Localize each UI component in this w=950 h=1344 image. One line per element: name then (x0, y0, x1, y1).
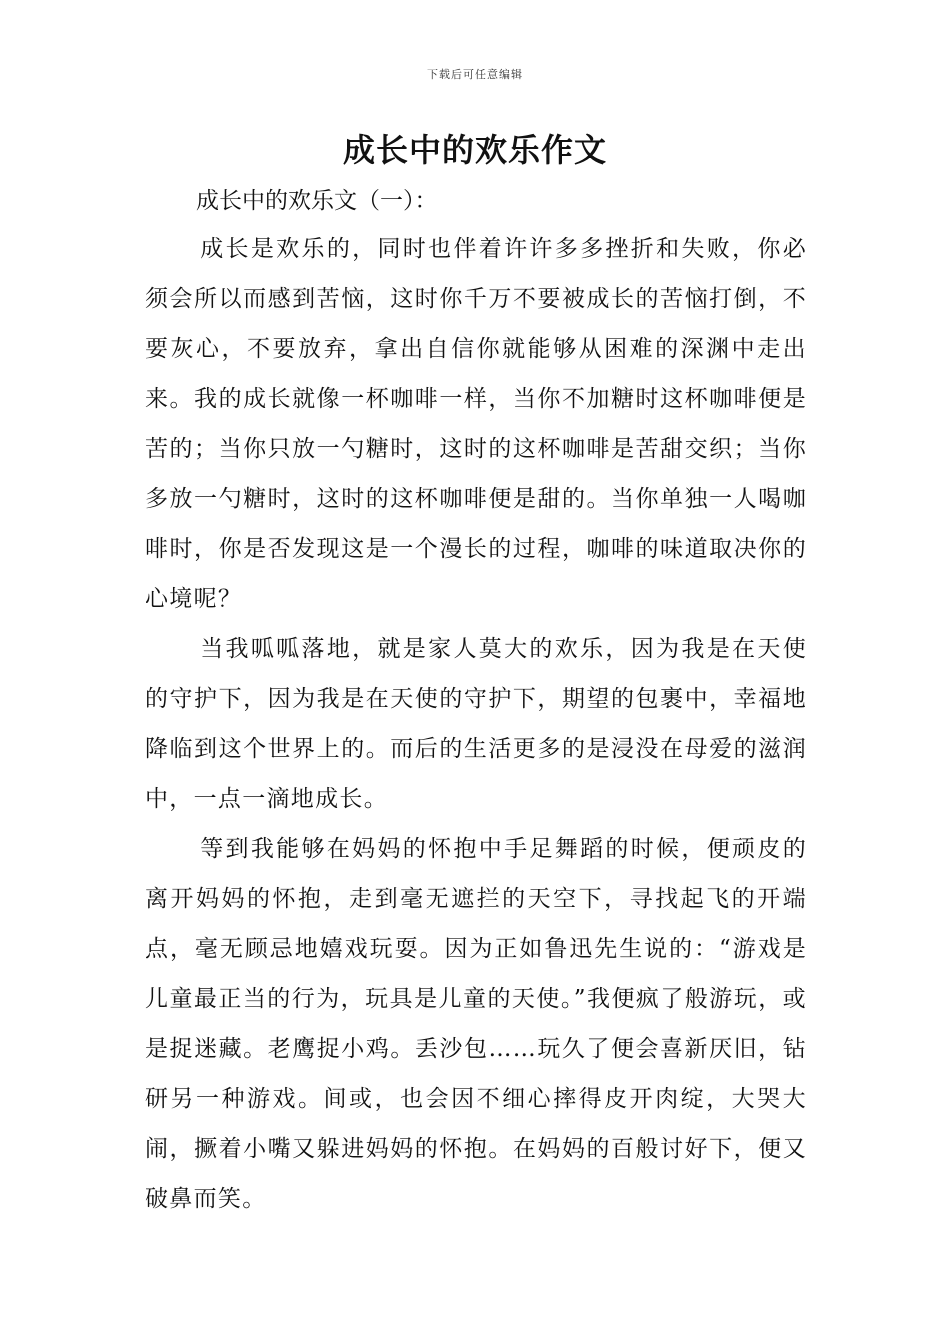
header-note: 下载后可任意编辑 (427, 68, 523, 81)
document-title: 成长中的欢乐作文 (342, 131, 607, 169)
paragraph-3: 等到我能够在妈妈的怀抱中手足舞蹈的时候，便顽皮的离开妈妈的怀抱，走到毫无遮拦的天空下，寻找起飞的开端点，毫无顾忌地嬉戏玩耍。因为正如鲁迅先生说的：“游戏是儿童最正当的行为，玩具是儿童的天使。”我便疯了般游玩，或是捉迷藏。老鹰捉小鸡。丢沙包……玩久了便会喜新厌旧，钻研另一种游戏。间或，也会因不细心摔得皮开肉绽，大哭大闹，撅着小嘴又躲进妈妈的怀抱。在妈妈的百般讨好下，便又破鼻而笑。 (145, 836, 807, 1212)
paragraph-1: 成长是欢乐的，同时也伴着许许多多挫折和失败，你必须会所以而感到苦恼，这时你千万不要被成长的苦恼打倒，不要灰心，不要放弃，拿出自信你就能够从困难的深渊中走出来。我的成长就像一杯咖啡一样，当你不加糖时这杯咖啡便是苦的；当你只放一勺糖时，这时的这杯咖啡是苦甜交织；当你多放一勺糖时，这时的这杯咖啡便是甜的。当你单独一人喝咖啡时，你是否发现这是一个漫长的过程，咖啡的味道取决你的心境呢？ (145, 236, 807, 612)
article-body (145, 224, 807, 1224)
paragraph-2: 当我呱呱落地，就是家人莫大的欢乐，因为我是在天使的守护下，因为我是在天使的守护下，期望的包裹中，幸福地降临到这个世界上的。而后的生活更多的是浸没在母爱的滋润中，一点一滴地成长。 (145, 636, 807, 812)
section-subtitle: 成长中的欢乐文（一）： (196, 188, 438, 214)
